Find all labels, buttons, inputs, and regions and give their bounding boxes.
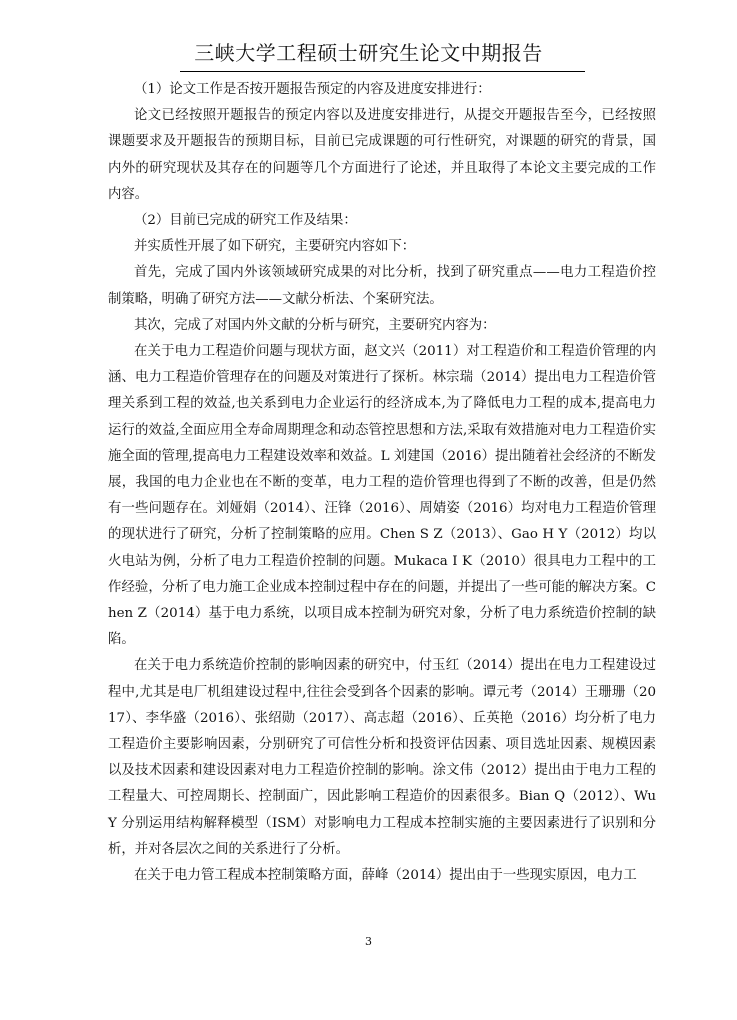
paragraph-section-1-heading: （1）论文工作是否按开题报告预定的内容及进度安排进行： <box>134 82 491 97</box>
paragraph-cost-status-review: 在关于电力工程造价问题与现状方面，赵文兴（2011）对工程造价和工程造价管理的内 涵、电力工程造价管理存在的问题及对策进行了探析。林宗瑞（2014）提出电力工程造价管理关系到工程的效益,也关系到电力企业运行的经济成本,为了降低电力工程的成本,提高电力运行的效益,全面应用全寿命周期理念和动态管控思想和方法,采取有效措施对电力工程造价实施全面的管理,提高电力工程建设效率和效益。L 刘建国（2016）提出随着社会经济的不断发展，我国的电力企业也在不断的变革，电力工程的造价管理也得到了不断的改善，但是仍然有一些问题存在。刘娅娟（2014）、汪锋（2016）、周婧姿（2016）均对电力工程造价管理的现状进行了研究，分析了控制策略的应用。Chen S Z（2013）、Gao H Y（2012）均以火电站为例，分析了电力工程造价控制的问题。Mukaca I K（2010）很具电力工程中的工作经验，分析了电力施工企业成本控制过程中存在的问题，并提出了一些可能的解决方案。Chen Z（2014）基于电力系统，以项目成本控制为研究对象，分析了电力系统造价控制的缺陷。 <box>108 344 656 648</box>
page-number: 3 <box>365 935 372 948</box>
header-divider <box>180 71 585 72</box>
paragraph-control-strategy-review: 在关于电力管工程成本控制策略方面，薛峰（2014）提出由于一些现实原因，电力工 <box>134 868 637 884</box>
paragraph-research-intro: 并实质性开展了如下研究，主要研究内容如下： <box>134 239 416 255</box>
paragraph-first: 首先，完成了国内外该领域研究成果的对比分析，找到了研究重点——电力工程造价控制策略，明确了研究方法——文献分析法、个案研究法。 <box>108 265 656 307</box>
paragraph-progress-summary: 论文已经按照开题报告的预定内容以及进度安排进行，从提交开题报告至今，已经按照课题要求及开题报告的预期目标，目前已完成课题的可行性研究，对课题的研究的背景，国内外的研究现状及其存在的问题等几个方面进行了论述，并且取得了本论文主要完成的工作内容。 <box>108 108 656 202</box>
paragraph-section-2-heading: （2）目前已完成的研究工作及结果： <box>134 213 357 229</box>
paragraph-second: 其次，完成了对国内外文献的分析与研究，主要研究内容为： <box>134 317 496 333</box>
paragraph-influencing-factors-review: 在关于电力系统造价控制的影响因素的研究中，付玉红（2014）提出在电力工程建设过程中,尤其是电厂机组建设过程中,往往会受到各个因素的影响。谭元考（2014）王珊珊（2017）、李华盛（2016）、张绍勋（2017）、高志超（2016）、丘英艳（2016）均分析了电力工程造价主要影响因素，分别研究了可信性分析和投资评估因素、项目选址因素、规模因素以及技术因素和建设因素对电力工程造价控制的影响。涂文伟（2012）提出由于电力工程的工程量大、可控周期长、控制面广，因此影响工程造价的因素很多。Bian Q（2012）、Wu Y 分别运用结构解释模型（ISM）对影响电力工程成本控制实施的主要因素进行了识别和分析，并对各层次之间的关系进行了分析。 <box>108 658 656 857</box>
page-header-title: 三峡大学工程硕士研究生论文中期报告 <box>194 41 543 65</box>
body-text <box>108 77 656 889</box>
